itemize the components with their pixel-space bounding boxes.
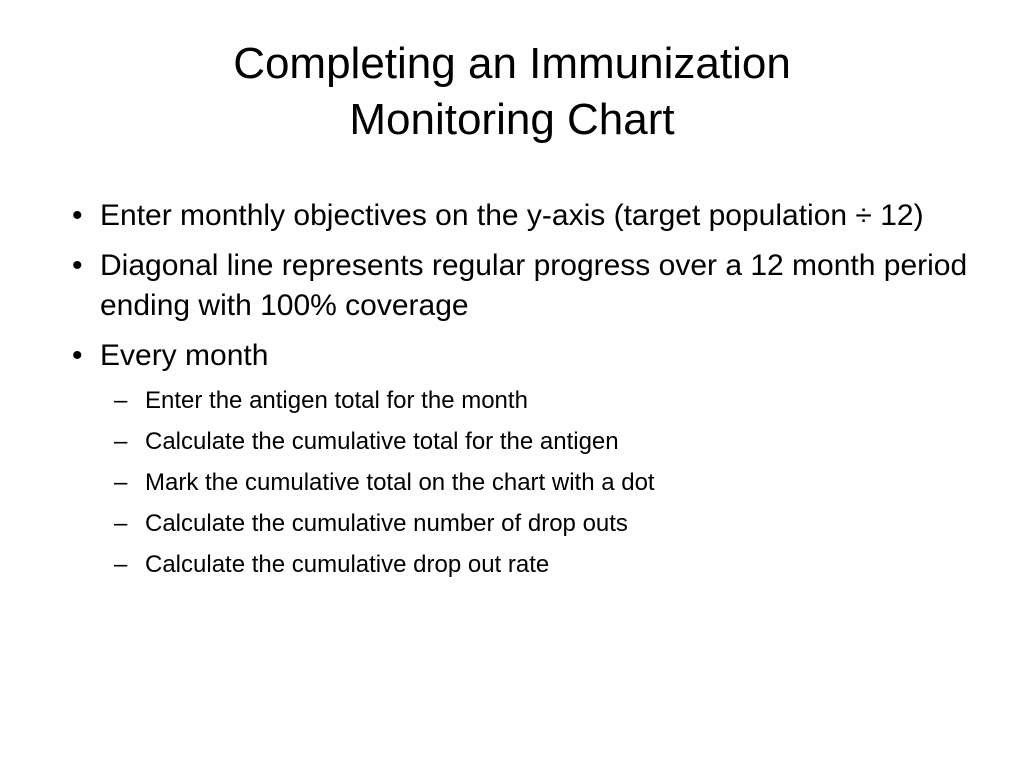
subbullet-text: Mark the cumulative total on the chart with a dot	[145, 469, 655, 496]
subbullet-text: Calculate the cumulative drop out rate	[145, 551, 550, 578]
bullet-dot-icon: •	[72, 199, 83, 232]
bullet-text: Every month	[100, 339, 269, 372]
subbullet-list	[72, 386, 972, 580]
dash-icon: –	[114, 387, 128, 414]
bullet-text: Diagonal line represents regular progress over a 12 month period ending with 100% coverage	[100, 249, 968, 322]
subbullet-item	[72, 509, 972, 539]
subbullet-item	[72, 550, 972, 580]
subbullet-text: Calculate the cumulative number of drop outs	[145, 510, 628, 537]
subbullet-item	[72, 427, 972, 457]
title-line-1: Completing an Immunization	[233, 39, 791, 88]
dash-icon: –	[114, 510, 128, 537]
bullet-text: Enter monthly objectives on the y-axis (target population ÷ 12)	[100, 199, 924, 232]
subbullet-text: Enter the antigen total for the month	[145, 387, 528, 414]
subbullet-item	[72, 386, 972, 416]
subbullet-text: Calculate the cumulative total for the antigen	[145, 428, 619, 455]
bullet-item-objectives	[72, 196, 972, 236]
bullet-list	[72, 196, 972, 591]
dash-icon: –	[114, 428, 128, 455]
slide-title	[60, 36, 964, 148]
bullet-dot-icon: •	[72, 339, 83, 372]
title-line-2: Monitoring Chart	[349, 95, 675, 144]
bullet-item-diagonal-line	[72, 246, 972, 326]
dash-icon: –	[114, 469, 128, 496]
dash-icon: –	[114, 551, 128, 578]
subbullet-item	[72, 468, 972, 498]
bullet-dot-icon: •	[72, 249, 83, 282]
bullet-item-every-month	[72, 336, 972, 376]
